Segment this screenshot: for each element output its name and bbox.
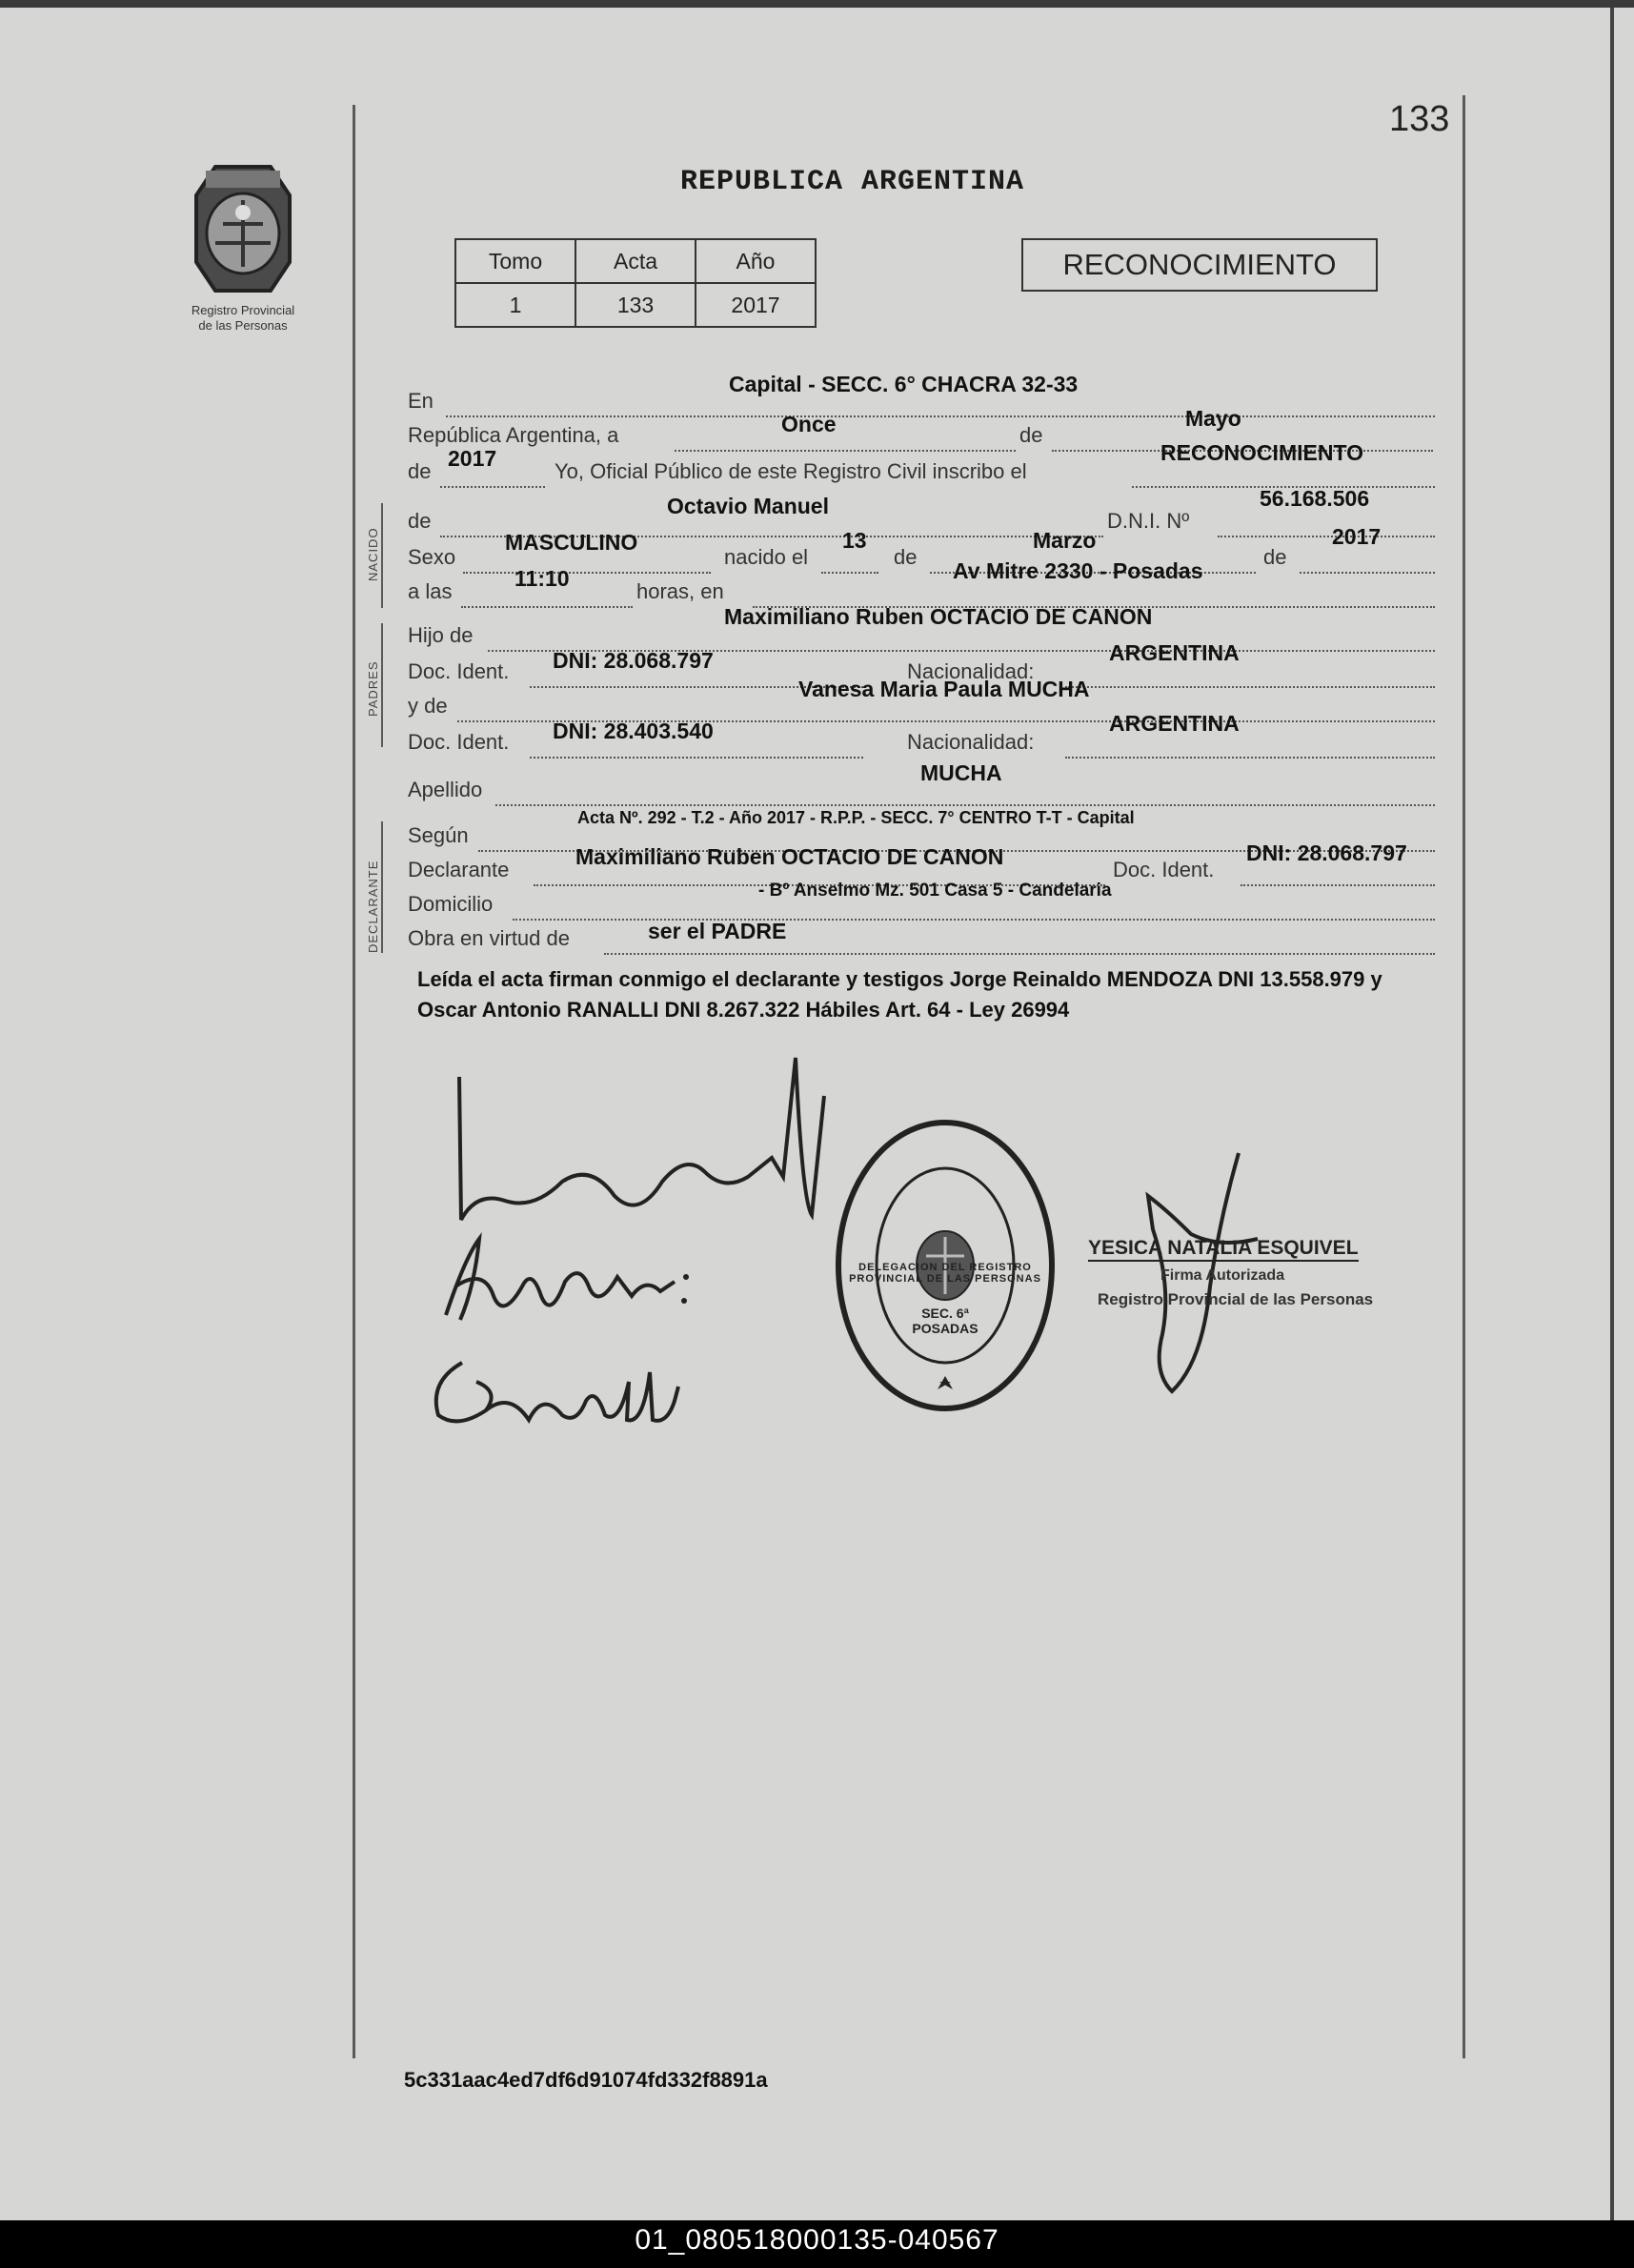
logo-caption-line1: Registro Provincial [191,303,295,317]
declarant-signature [448,1029,848,1239]
label-domicilio: Domicilio [408,892,494,916]
right-margin-line [1463,95,1465,2058]
document-hash: 5c331aac4ed7df6d91074fd332f8891a [404,2068,768,2092]
logo-caption-line2: de las Personas [198,318,288,333]
official-role: Firma Autorizada [1160,1267,1285,1284]
padres-divider [381,623,383,747]
value-surname: MUCHA [920,760,1002,785]
witness-signature-ranalli [419,1334,724,1439]
registry-table [454,238,817,328]
value-mother: Vanesa Maria Paula MUCHA [798,677,1090,701]
label-hijo-de: Hijo de [408,623,474,647]
label-doc-ident-1: Doc. Ident. [408,659,510,683]
page-edge [1610,0,1614,2220]
value-act: RECONOCIMIENTO [1160,440,1363,465]
label-republica: República Argentina, a [408,423,619,447]
value-day: Once [781,412,837,436]
label-apellido: Apellido [408,778,483,801]
label-nacionalidad-1: Nacionalidad: [907,659,1035,683]
label-sexo: Sexo [408,545,456,569]
label-dni-no: D.N.I. Nº [1107,509,1190,533]
side-label-declarante: DECLARANTE [366,860,380,953]
declarante-divider [381,821,383,953]
value-birth-time: 11:10 [514,566,570,591]
value-name: Octavio Manuel [667,494,829,518]
act-type-box: RECONOCIMIENTO [1021,238,1378,292]
label-de-birth-year: de [1263,545,1287,569]
label-obra-en-virtud: Obra en virtud de [408,926,570,950]
official-name: YESICA NATALIA ESQUIVEL [1088,1237,1359,1262]
witness-signature-mendoza [427,1229,722,1334]
label-yo-oficial: Yo, Oficial Público de este Registro Civil inscribo el [555,459,1027,483]
label-de-month: de [1019,423,1043,447]
seal-inner-text: SEC. 6ª POSADAS [912,1306,978,1336]
label-de-name: de [408,509,432,533]
label-declarante: Declarante [408,858,510,881]
label-segun: Según [408,823,469,847]
page-number: 133 [1389,99,1450,139]
label-a-las: a las [408,579,453,603]
logo-caption [152,303,333,334]
seal-ring-text: DELEGACION DEL REGISTRO PROVINCIAL DE LAS PERSONAS [849,1262,1041,1285]
top-edge [0,0,1634,8]
value-father-doc: DNI: 28.068.797 [553,648,714,673]
value-acta: 133 [575,283,696,327]
value-year: 2017 [448,446,497,471]
value-place: Capital - SECC. 6° CHACRA 32-33 [729,372,1079,396]
value-mother-doc: DNI: 28.403.540 [553,719,714,743]
value-birth-year: 2017 [1332,524,1382,549]
value-father-nationality: ARGENTINA [1109,640,1240,665]
certification-text: Leída el acta firman conmigo el declarante y testigos Jorge Reinaldo MENDOZA DNI 13.558.979 y Oscar Antonio RANALLI DNI 8.267.322 Hábiles Art. 64 - Ley 26994 [417,967,1382,1022]
official-office: Registro Provincial de las Personas [1098,1290,1374,1308]
value-birth-day: 13 [842,528,867,553]
side-label-padres: PADRES [366,660,380,717]
left-margin-line [353,105,355,2058]
field-dni [1218,509,1435,537]
header-ano: Año [696,239,816,283]
value-sex: MASCULINO [505,530,638,555]
nacido-divider [381,503,383,608]
label-nacido-el: nacido el [724,545,809,569]
province-logo [177,157,309,300]
footer-code: 01_080518000135-040567 [635,2224,999,2256]
label-doc-ident-decl: Doc. Ident. [1113,858,1215,881]
label-nacionalidad-2: Nacionalidad: [907,730,1035,754]
value-birth-place: Av Mitre 2330 - Posadas [953,558,1203,583]
value-mother-nationality: ARGENTINA [1109,711,1240,736]
value-capacity: ser el PADRE [648,919,787,943]
value-declarant-doc: DNI: 28.068.797 [1246,840,1407,865]
value-ano: 2017 [696,283,816,327]
value-birth-month: Marzo [1033,528,1097,553]
value-tomo: 1 [455,283,575,327]
side-label-nacido: NACIDO [366,527,380,581]
value-domicile: - Bº Anselmo Mz. 501 Casa 5 - Candelaria [758,881,1112,901]
document-title: REPUBLICA ARGENTINA [680,166,1025,198]
field-day [675,423,1016,452]
value-father: Maximiliano Ruben OCTACIO DE CANON [724,604,1153,629]
label-de-birth-month: de [894,545,918,569]
value-declarant: Maximiliano Ruben OCTACIO DE CANON [575,844,1004,869]
header-acta: Acta [575,239,696,283]
label-en: En [408,389,434,413]
value-segun: Acta Nº. 292 - T.2 - Año 2017 - R.P.P. - SECC. 7° CENTRO T-T - Capital [577,808,1135,827]
value-month: Mayo [1185,406,1241,431]
header-tomo: Tomo [455,239,575,283]
label-horas-en: horas, en [636,579,724,603]
label-de-year: de [408,459,432,483]
value-dni: 56.168.506 [1260,486,1370,511]
label-doc-ident-2: Doc. Ident. [408,730,510,754]
label-y-de: y de [408,694,448,718]
